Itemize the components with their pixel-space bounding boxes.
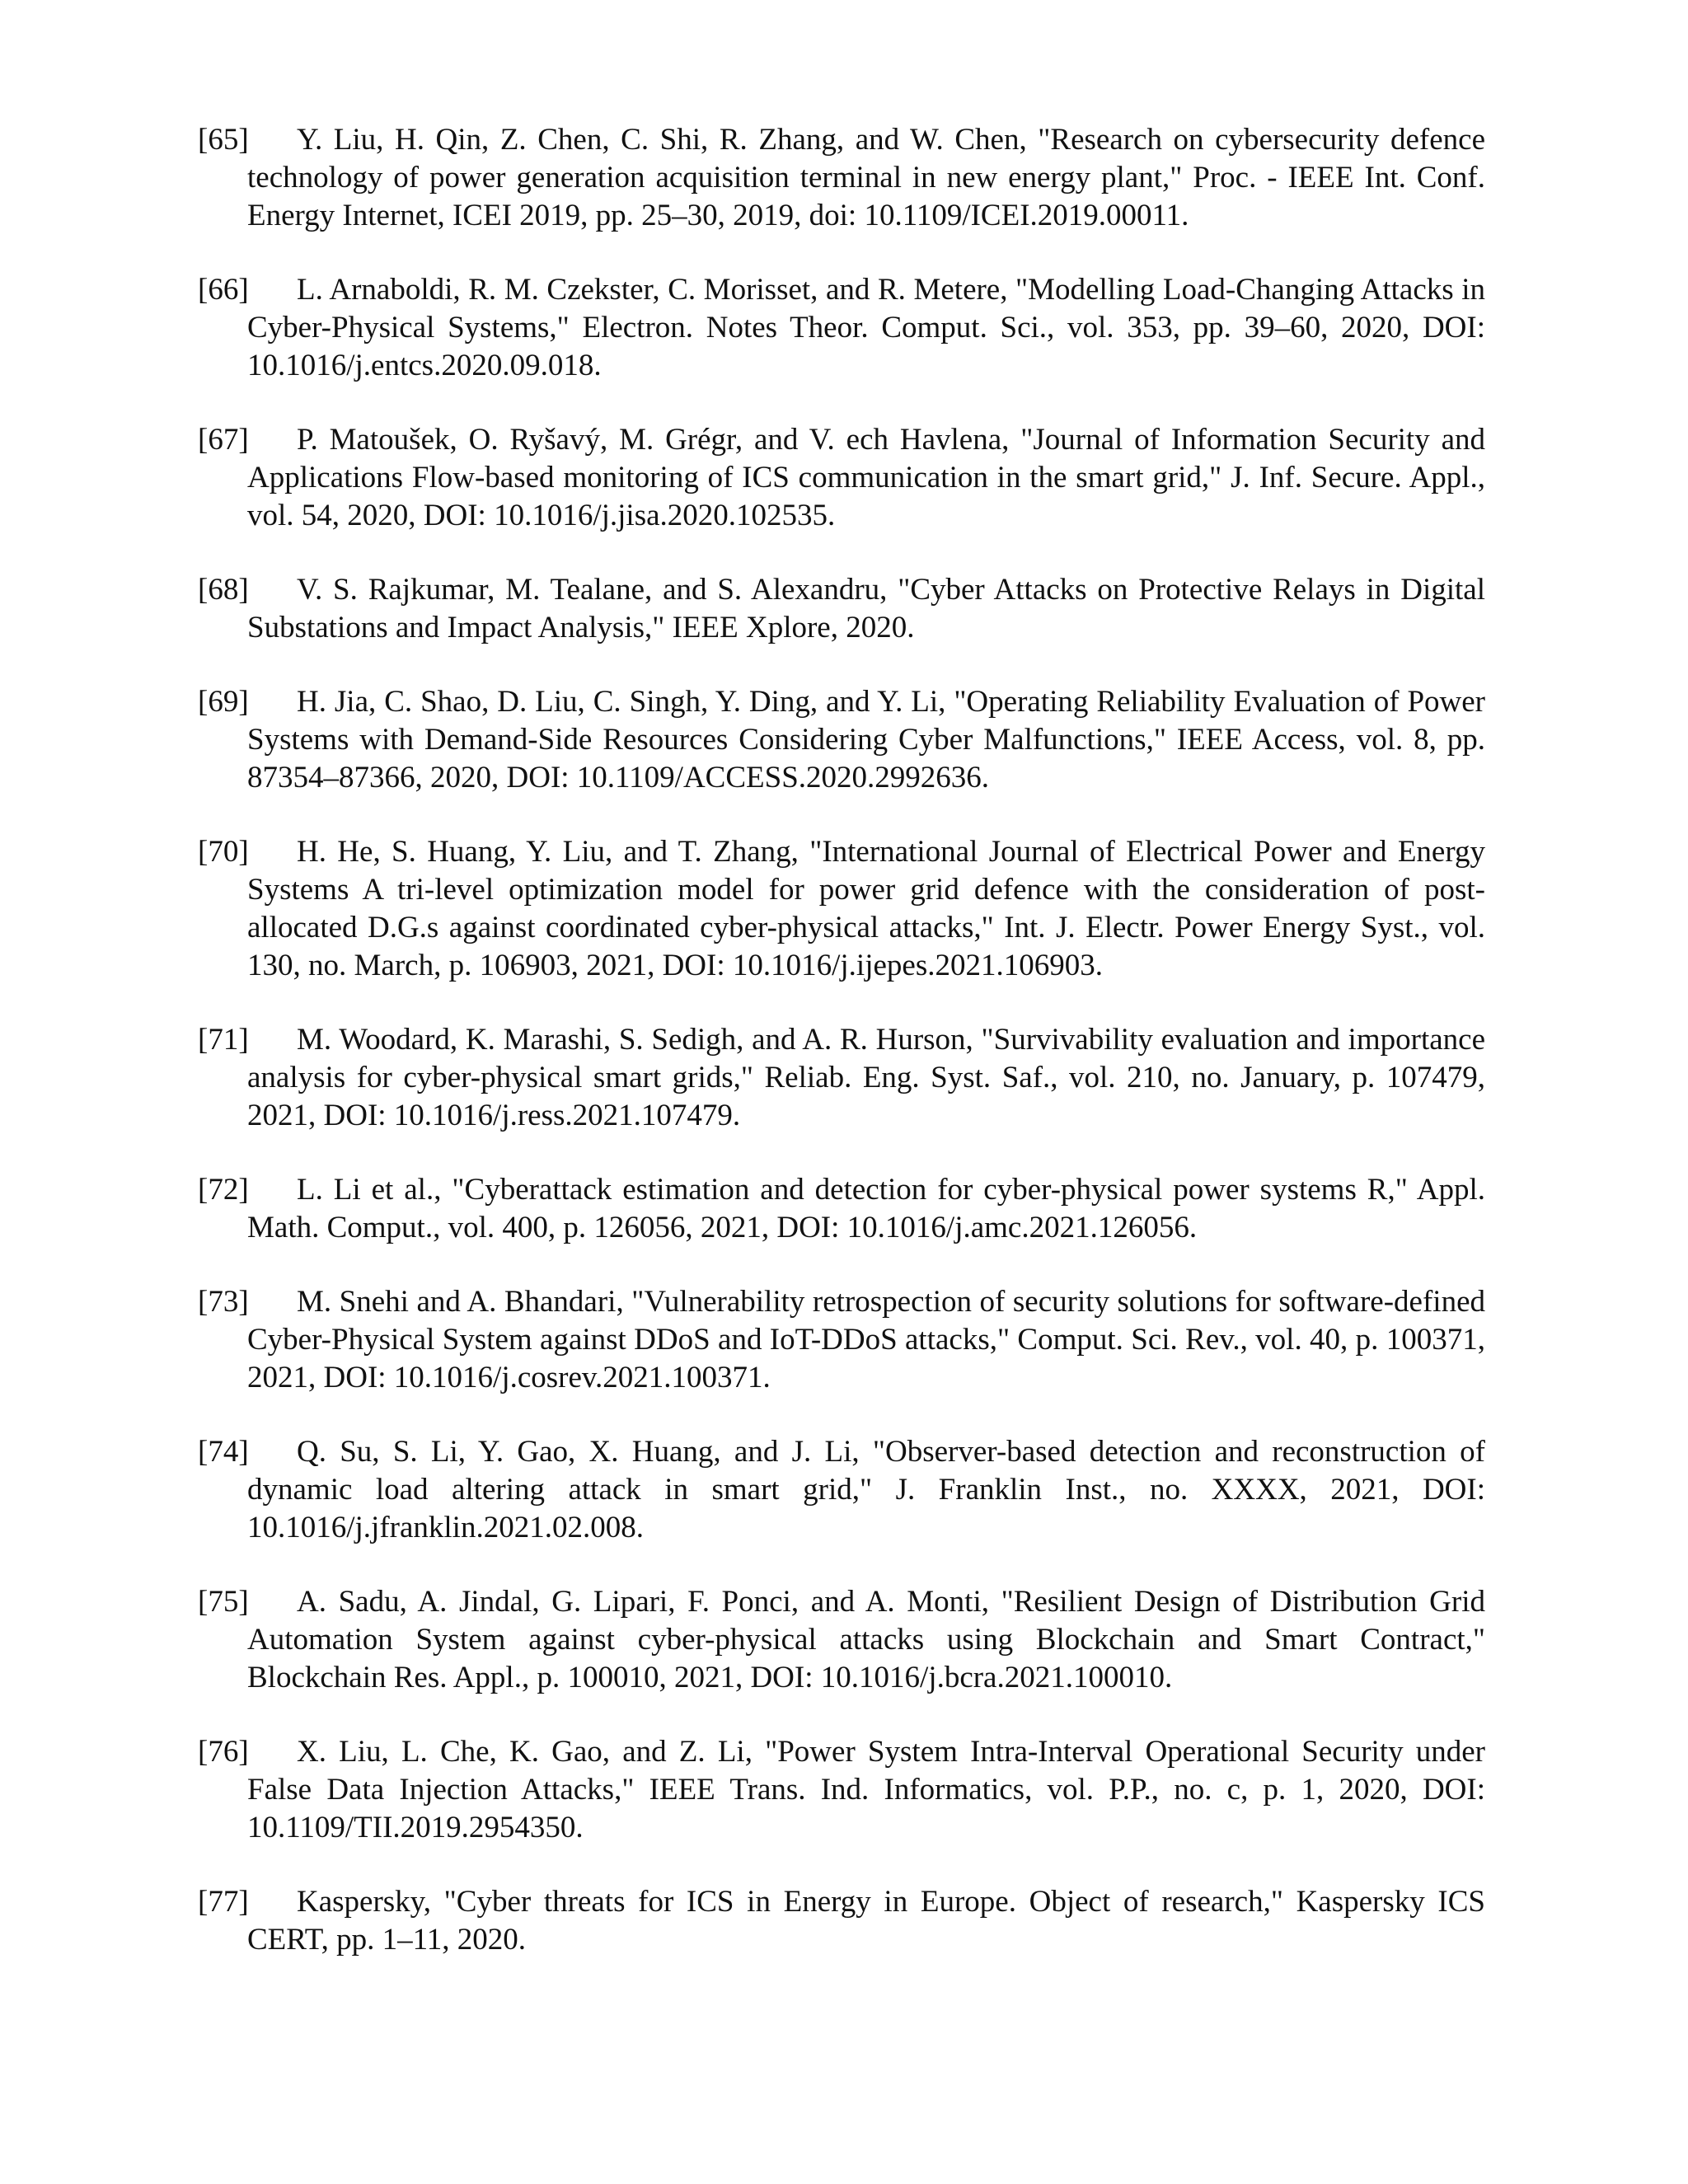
reference-item (198, 683, 1485, 797)
reference-number: [66] (198, 273, 249, 307)
reference-item (198, 121, 1485, 235)
reference-number: [70] (198, 835, 249, 869)
reference-text: Kaspersky, "Cyber threats for ICS in Energy in Europe. Object of research," Kaspersky ICS CERT, pp. 1–11, 2020. (247, 1885, 1485, 1957)
reference-number: [73] (198, 1285, 249, 1319)
reference-text: A. Sadu, A. Jindal, G. Lipari, F. Ponci, and A. Monti, "Resilient Design of Distribution Grid Automation System against cyber-physical attacks using Blockchain and Smart Contract," Blockchain Res. Appl., p. 100010, 2021, DOI: 10.1016/j.bcra.2021.100010. (247, 1585, 1485, 1694)
reference-item (198, 1283, 1485, 1397)
reference-number: [71] (198, 1023, 249, 1057)
reference-item (198, 1433, 1485, 1547)
reference-item (198, 271, 1485, 385)
reference-text: X. Liu, L. Che, K. Gao, and Z. Li, "Power System Intra-Interval Operational Security under False Data Injection Attacks," IEEE Trans. Ind. Informatics, vol. P.P., no. c, p. 1, 2020, DOI: 10.1109/TII.2019.2954350. (247, 1735, 1485, 1844)
reference-number: [67] (198, 423, 249, 457)
reference-number: [76] (198, 1735, 249, 1769)
reference-item (198, 833, 1485, 985)
reference-number: [72] (198, 1173, 249, 1207)
reference-number: [65] (198, 123, 249, 157)
reference-item (198, 1733, 1485, 1847)
reference-number: [68] (198, 573, 249, 607)
reference-text: M. Snehi and A. Bhandari, "Vulnerability retrospection of security solutions for software-defined Cyber-Physical System against DDoS and IoT-DDoS attacks," Comput. Sci. Rev., vol. 40, p. 100371, 2021, DOI: 10.1016/j.cosrev.2021.100371. (247, 1285, 1485, 1394)
reference-text: L. Arnaboldi, R. M. Czekster, C. Morisset, and R. Metere, "Modelling Load-Changing Attacks in Cyber-Physical Systems," Electron. Notes Theor. Comput. Sci., vol. 353, pp. 39–60, 2020, DOI: 10.1016/j.entcs.2020.09.018. (247, 273, 1485, 382)
reference-text: Y. Liu, H. Qin, Z. Chen, C. Shi, R. Zhang, and W. Chen, "Research on cybersecurity defence technology of power generation acquisition terminal in new energy plant," Proc. - IEEE Int. Conf. Energy Internet, ICEI 2019, pp. 25–30, 2019, doi: 10.1109/ICEI.2019.00011. (247, 123, 1485, 232)
reference-text: L. Li et al., "Cyberattack estimation and detection for cyber-physical power systems R," Appl. Math. Comput., vol. 400, p. 126056, 2021, DOI: 10.1016/j.amc.2021.126056. (247, 1173, 1485, 1244)
reference-item (198, 421, 1485, 535)
reference-item (198, 1883, 1485, 1959)
reference-number: [69] (198, 685, 249, 719)
reference-item (198, 1171, 1485, 1247)
reference-number: [77] (198, 1885, 249, 1919)
reference-item (198, 1583, 1485, 1697)
reference-text: P. Matoušek, O. Ryšavý, M. Grégr, and V. ech Havlena, "Journal of Information Security and Applications Flow-based monitoring of ICS communication in the smart grid," J. Inf. Secure. Appl., vol. 54, 2020, DOI: 10.1016/j.jisa.2020.102535. (247, 423, 1485, 532)
reference-item (198, 1021, 1485, 1135)
reference-number: [75] (198, 1585, 249, 1619)
reference-item (198, 571, 1485, 647)
reference-text: H. Jia, C. Shao, D. Liu, C. Singh, Y. Ding, and Y. Li, "Operating Reliability Evaluation of Power Systems with Demand-Side Resources Considering Cyber Malfunctions," IEEE Access, vol. 8, pp. 87354–87366, 2020, DOI: 10.1109/ACCESS.2020.2992636. (247, 685, 1485, 794)
reference-number: [74] (198, 1435, 249, 1469)
reference-text: H. He, S. Huang, Y. Liu, and T. Zhang, "International Journal of Electrical Power and Energy Systems A tri-level optimization model for power grid defence with the consideration of post-allocated D.G.s against coordinated cyber-physical attacks," Int. J. Electr. Power Energy Syst., vol. 130, no. March, p. 106903, 2021, DOI: 10.1016/j.ijepes.2021.106903. (247, 835, 1485, 982)
reference-text: V. S. Rajkumar, M. Tealane, and S. Alexandru, "Cyber Attacks on Protective Relays in Digital Substations and Impact Analysis," IEEE Xplore, 2020. (247, 573, 1485, 644)
reference-text: Q. Su, S. Li, Y. Gao, X. Huang, and J. Li, "Observer-based detection and reconstruction of dynamic load altering attack in smart grid," J. Franklin Inst., no. XXXX, 2021, DOI: 10.1016/j.jfranklin.2021.02.008. (247, 1435, 1485, 1544)
reference-text: M. Woodard, K. Marashi, S. Sedigh, and A. R. Hurson, "Survivability evaluation and importance analysis for cyber-physical smart grids," Reliab. Eng. Syst. Saf., vol. 210, no. January, p. 107479, 2021, DOI: 10.1016/j.ress.2021.107479. (247, 1023, 1485, 1132)
reference-list (198, 121, 1485, 1995)
